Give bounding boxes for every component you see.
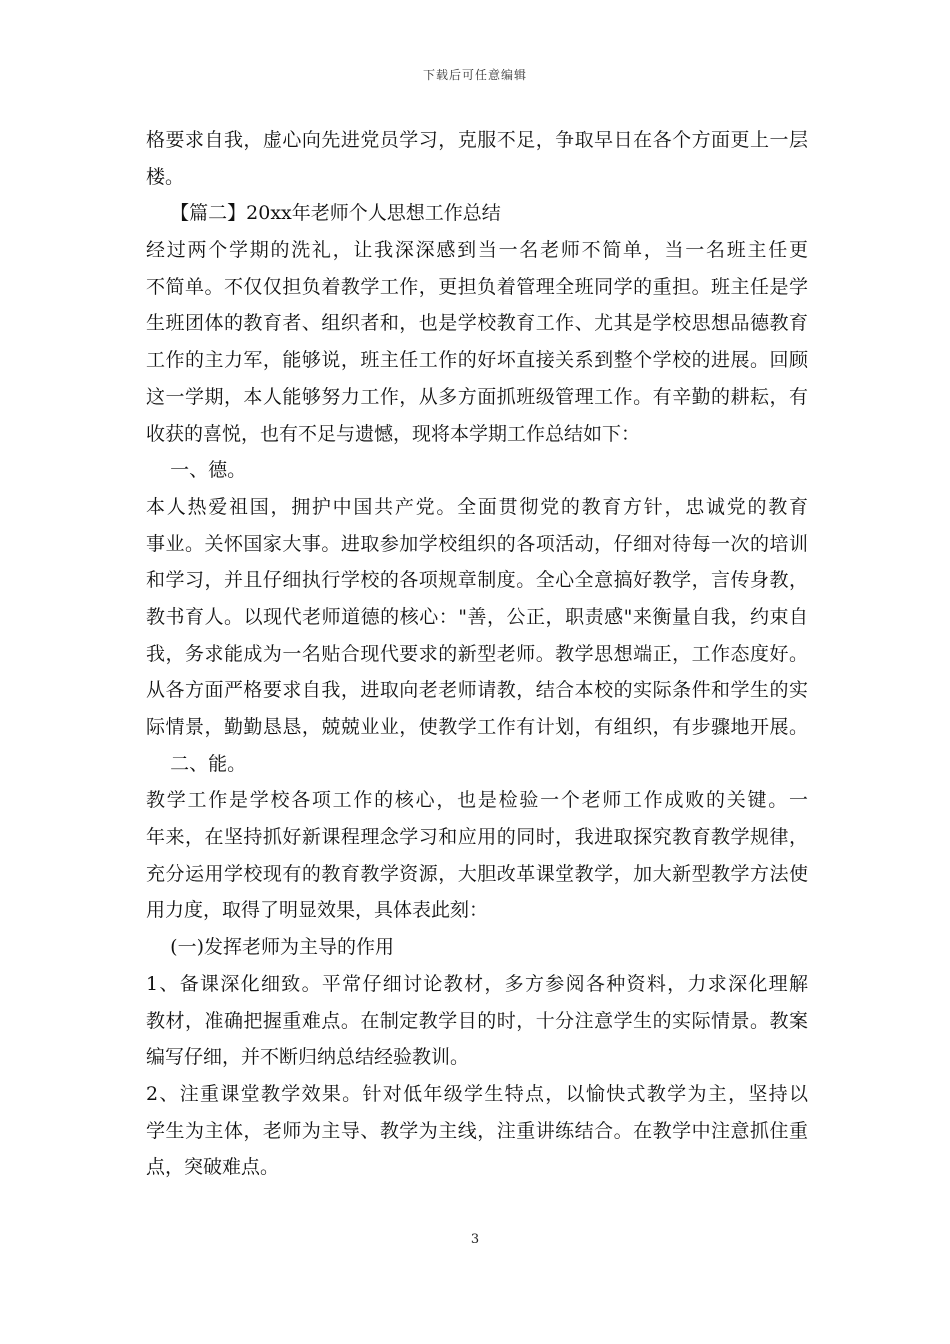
text-line: 1、备课深化细致。平常仔细讨论教材，多方参阅各种资料，力求深化理解 [146,972,808,995]
text-line: 这一学期，本人能够努力工作，从多方面抓班级管理工作。有辛勤的耕耘，有 [146,385,808,408]
text-line: 本人热爱祖国，拥护中国共产党。全面贯彻党的教育方针，忠诚党的教育 [146,495,808,518]
text-line: 用力度，取得了明显效果，具体表此刻： [146,899,489,922]
text-line: 经过两个学期的洗礼，让我深深感到当一名老师不简单，当一名班主任更 [146,239,808,262]
text-line: 工作的主力军，能够说，班主任工作的好坏直接关系到整个学校的进展。回顾 [146,349,808,372]
text-line: 和学习，并且仔细执行学校的各项规章制度。全心全意搞好教学，言传身教， [146,569,808,592]
text-line: 教材，准确把握重难点。在制定教学目的时，十分注意学生的实际情景。教案 [146,1009,808,1032]
text-line: 际情景，勤勤恳恳，兢兢业业，使教学工作有计划，有组织，有步骤地开展。 [146,716,808,738]
page-header: 下载后可任意编辑 [422,68,527,82]
text-line: 我，务求能成为一名贴合现代要求的新型老师。教学思想端正，工作态度好。 [146,642,808,665]
text-line: 不简单。不仅仅担负着教学工作，更担负着管理全班同学的重担。班主任是学 [146,275,808,298]
subsection-heading: 一、德。 [146,459,247,482]
subsection-heading: (一)发挥老师为主导的作用 [146,936,394,959]
text-line: 点，突破难点。 [146,1156,280,1179]
text-line: 编写仔细，并不断归纳总结经验教训。 [146,1046,470,1069]
section-heading: 【篇二】20xx年老师个人思想工作总结 [146,202,501,225]
text-line: 2、注重课堂教学效果。针对低年级学生特点，以愉快式教学为主，坚持以 [146,1082,808,1105]
text-line: 从各方面严格要求自我，进取向老老师请教，结合本校的实际条件和学生的实 [146,679,808,702]
text-line: 生班团体的教育者、组织者和，也是学校教育工作、尤其是学校思想品德教育 [146,312,808,335]
text-line: 教学工作是学校各项工作的核心，也是检验一个老师工作成败的关键。一 [146,789,808,812]
page-number: 3 [470,1232,480,1247]
text-line: 楼。 [146,165,185,188]
text-line: 格要求自我，虚心向先进党员学习，克服不足，争取早日在各个方面更上一层 [146,129,808,151]
text-line: 事业。关怀国家大事。进取参加学校组织的各项活动，仔细对待每一次的培训 [146,532,808,555]
text-line: 收获的喜悦，也有不足与遗憾，现将本学期工作总结如下： [146,422,641,445]
subsection-heading: 二、能。 [146,752,247,775]
document-body [146,122,808,1186]
text-line: 教书育人。以现代老师道德的核心："善，公正，职责感"来衡量自我，约束自 [146,605,808,628]
text-line: 年来，在坚持抓好新课程理念学习和应用的同时，我进取探究教育教学规律， [146,826,808,849]
text-line: 学生为主体，老师为主导、教学为主线，注重讲练结合。在教学中注意抓住重 [146,1119,808,1142]
text-line: 充分运用学校现有的教育教学资源，大胆改革课堂教学，加大新型教学方法使 [146,862,808,885]
